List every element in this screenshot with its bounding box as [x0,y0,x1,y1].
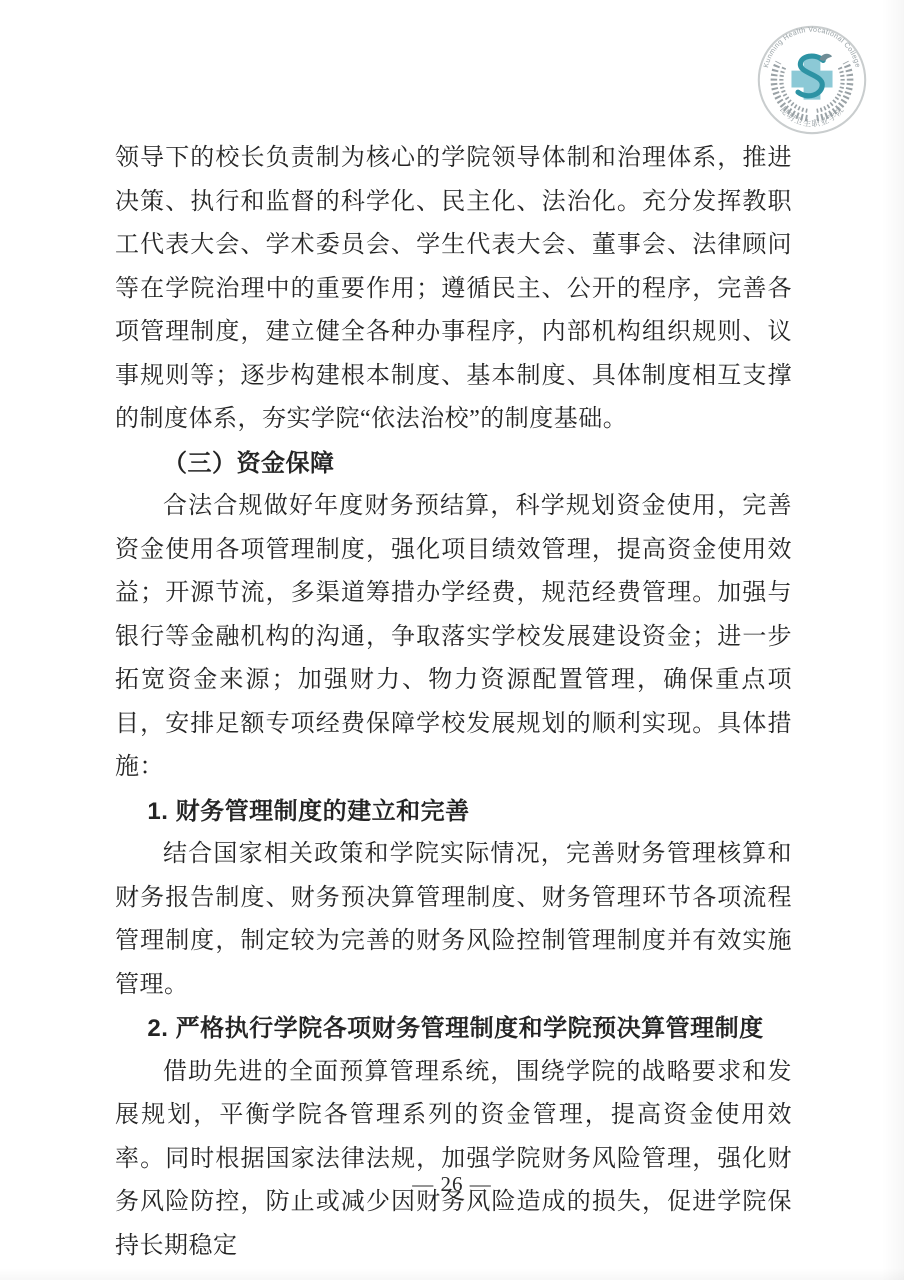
numbered-heading-1: 1. 财务管理制度的建立和完善 [147,797,470,825]
body-paragraph: 领导下的校长负责制为核心的学院领导体制和治理体系，推进决策、执行和监督的科学化、民主化、法治化。充分发挥教职工代表大会、学术委员会、学生代表大会、董事会、法律顾问等在学院治理中的重要作用；遵循民主、公开的程序，完善各项管理制度，建立健全各种办事程序，内部机构组织规则、议事规则等；逐步构建根本制度、基本制度、具体制度相互支撑的制度体系，夯实学院“依法治校”的制度基础。 [115,145,792,432]
body-paragraph: 借助先进的全面预算管理系统，围绕学院的战略要求和发展规划，平衡学院各管理系列的资金管理，提高资金使用效率。同时根据国家法律法规，加强学院财务风险管理，强化财务风险防控，防止或减少因财务风险造成的损失，促进学院保持长期稳定 [115,1058,792,1259]
college-seal-logo [756,24,868,136]
body-paragraph: 结合国家相关政策和学院实际情况，完善财务管理核算和财务报告制度、财务预决算管理制度、财务管理环节各项流程管理制度，制定较为完善的财务风险控制管理制度并有效实施管理。 [115,841,792,998]
seal-graphic [756,24,868,136]
logo-arc-text-en: Kunming Health Vocational College [762,25,862,69]
page-edge-shadow-bottom [0,1268,904,1280]
page-edge-shadow-right [882,0,904,1280]
body-paragraph: 合法合规做好年度财务预结算，科学规划资金使用，完善资金使用各项管理制度，强化项目绩效管理，提高资金使用效益；开源节流，多渠道筹措办学经费，规范经费管理。加强与银行等金融机构的沟通，争取落实学校发展建设资金；进一步拓宽资金来源；加强财力、物力资源配置管理，确保重点项目，安排足额专项经费保障学校发展规划的顺利实现。具体措施： [115,493,792,780]
numbered-heading-2: 2. 严格执行学院各项财务管理制度和学院预决算管理制度 [147,1015,764,1042]
logo-arc-text-zh: 昆明卫生职业学院 [778,104,846,129]
document-body [115,137,792,1268]
page-number: — 26 — [412,1172,492,1196]
section-heading-funding: （三）资金保障 [163,449,335,477]
